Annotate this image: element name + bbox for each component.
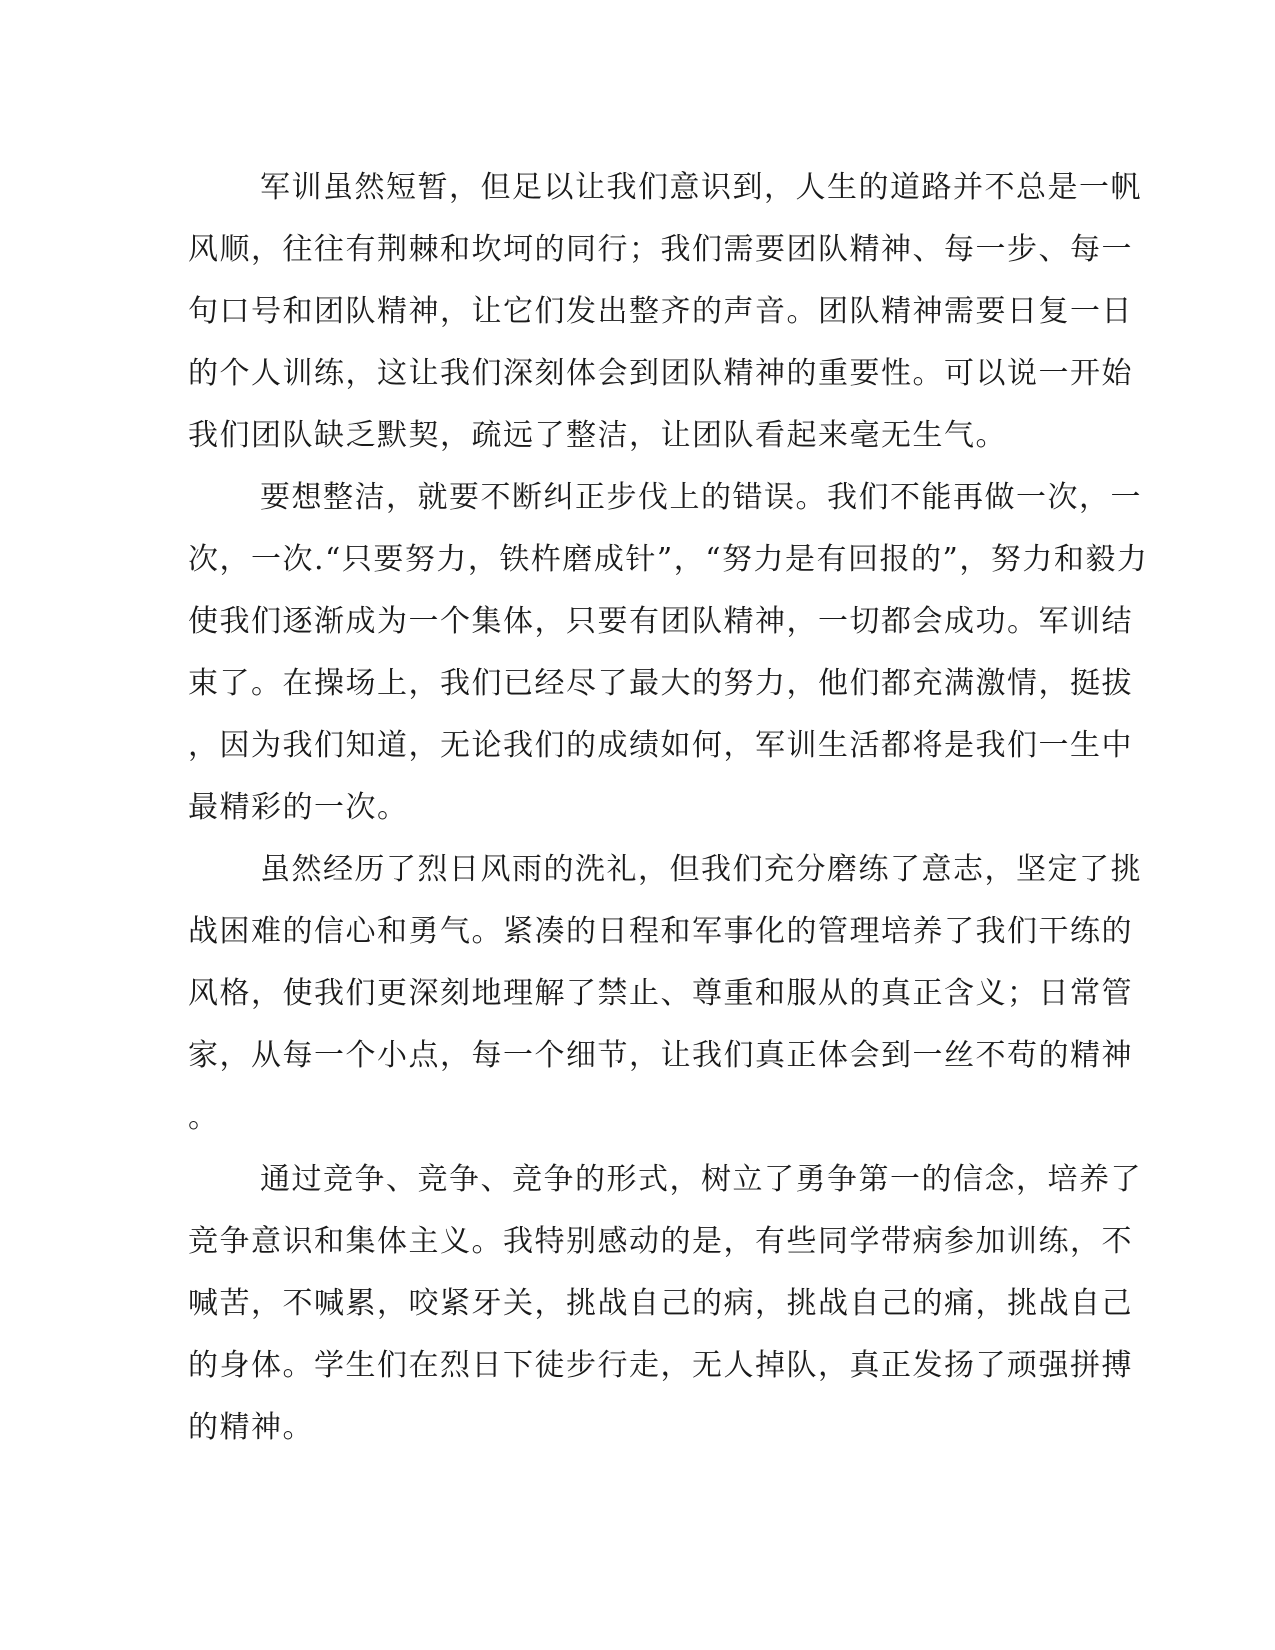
paragraph-4 — [188, 1149, 1142, 1459]
text-line: ，因为我们知道，无论我们的成绩如何，军训生活都将是我们一生中 — [188, 728, 1133, 763]
text-line: 最精彩的一次。 — [188, 790, 409, 825]
text-line: 。 — [188, 1100, 220, 1135]
text-line: 句口号和团队精神，让它们发出整齐的声音。团队精神需要日复一日 — [188, 294, 1133, 329]
text-line: 风格，使我们更深刻地理解了禁止、尊重和服从的真正含义；日常管 — [188, 976, 1133, 1011]
text-line: 次，一次.“只要努力，铁杵磨成针”，“努力是有回报的”，努力和毅力 — [188, 542, 1149, 577]
text-line: 家，从每一个小点，每一个细节，让我们真正体会到一丝不苟的精神 — [188, 1038, 1133, 1073]
paragraph-3 — [188, 839, 1142, 1149]
text-line: 的精神。 — [188, 1410, 314, 1445]
text-line: 竞争意识和集体主义。我特别感动的是，有些同学带病参加训练，不 — [188, 1224, 1133, 1259]
paragraph-2 — [188, 467, 1149, 839]
text-line: 军训虽然短暂，但足以让我们意识到，人生的道路并不总是一帆 — [260, 170, 1142, 205]
paragraph-1 — [188, 157, 1142, 467]
text-line: 喊苦，不喊累，咬紧牙关，挑战自己的病，挑战自己的痛，挑战自己 — [188, 1286, 1133, 1321]
text-line: 我们团队缺乏默契，疏远了整洁，让团队看起来毫无生气。 — [188, 418, 1007, 453]
text-line: 使我们逐渐成为一个集体，只要有团队精神，一切都会成功。军训结 — [188, 604, 1133, 639]
text-line: 虽然经历了烈日风雨的洗礼，但我们充分磨练了意志，坚定了挑 — [260, 852, 1142, 887]
document-body — [188, 157, 1149, 1459]
text-line: 战困难的信心和勇气。紧凑的日程和军事化的管理培养了我们干练的 — [188, 914, 1133, 949]
text-line: 风顺，往往有荆棘和坎坷的同行；我们需要团队精神、每一步、每一 — [188, 232, 1133, 267]
text-line: 的个人训练，这让我们深刻体会到团队精神的重要性。可以说一开始 — [188, 356, 1133, 391]
text-line: 束了。在操场上，我们已经尽了最大的努力，他们都充满激情，挺拔 — [188, 666, 1133, 701]
text-line: 要想整洁，就要不断纠正步伐上的错误。我们不能再做一次，一 — [260, 480, 1142, 515]
text-line: 的身体。学生们在烈日下徒步行走，无人掉队，真正发扬了顽强拼搏 — [188, 1348, 1133, 1383]
text-line: 通过竞争、竞争、竞争的形式，树立了勇争第一的信念，培养了 — [260, 1162, 1142, 1197]
